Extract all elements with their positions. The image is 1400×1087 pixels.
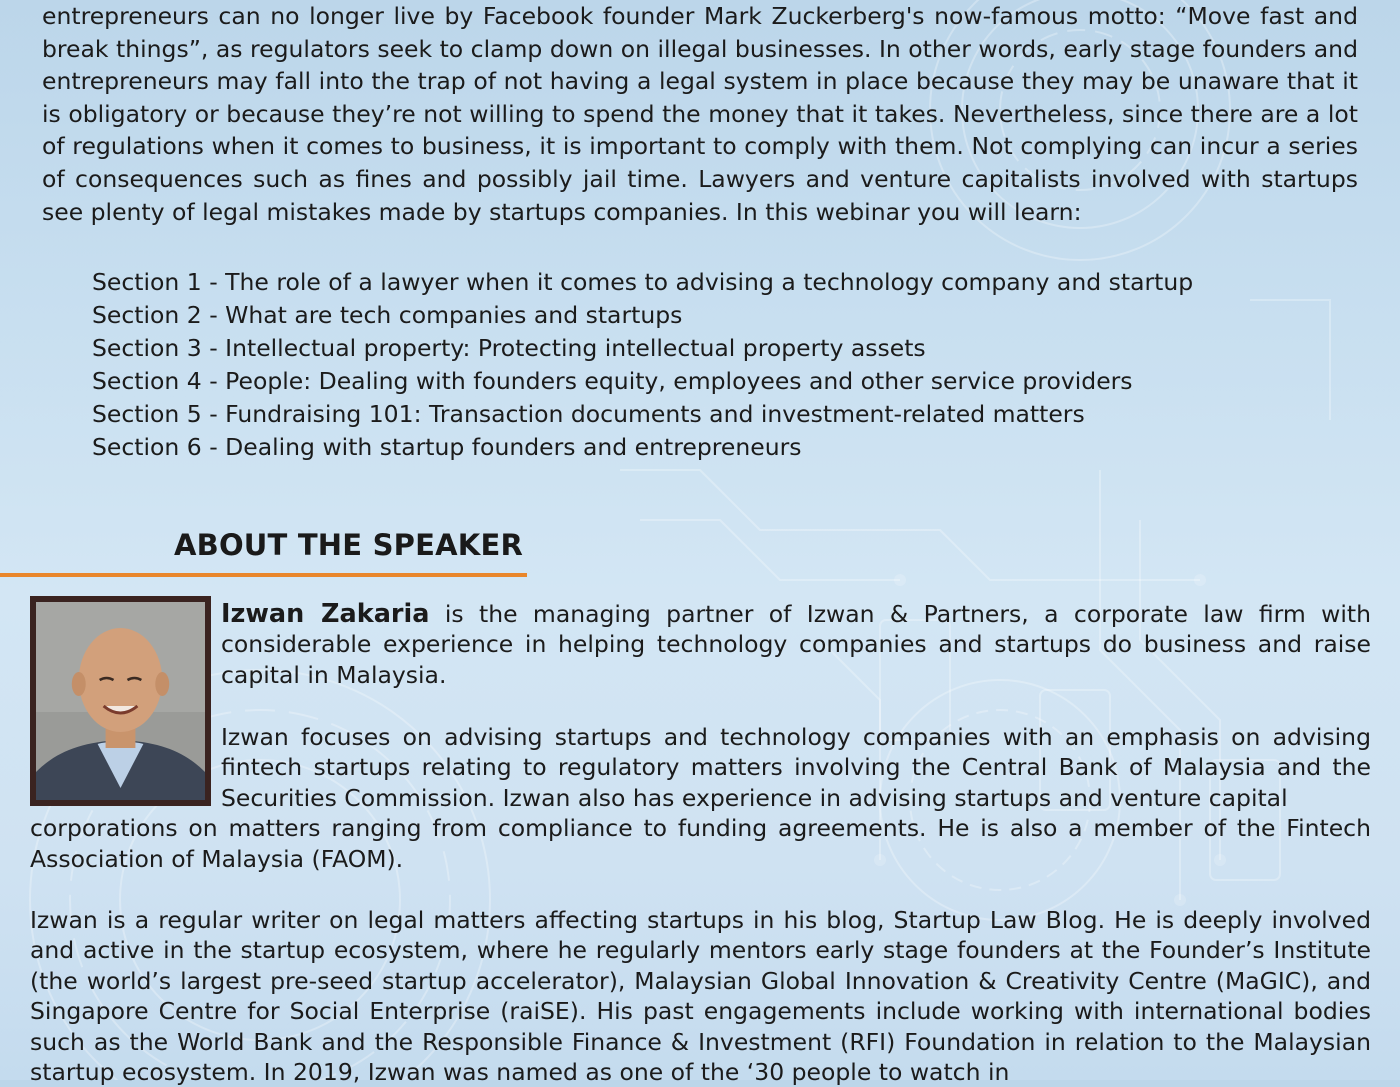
about-speaker-heading: ABOUT THE SPEAKER: [174, 528, 523, 562]
speaker-bio-focus-lead: Izwan focuses on advising startups and technology companies with an emphasis on advising fintech startups relating to regulatory matters involving the Central Bank of Malaysia and the Securities Commission. Izwan also has experience in advising startups and venture capital: [221, 723, 1371, 812]
speaker-bio-intro: [221, 599, 1371, 690]
speaker-bio-focus-rest: corporations on matters ranging from compliance to funding agreements. He is also a member of the Fintech Association of Malaysia (FAOM).: [30, 814, 1371, 873]
speaker-name: Izwan Zakaria: [221, 599, 430, 629]
speaker-bio-focus: [30, 722, 1371, 874]
section-item: Section 2 - What are tech companies and startups: [92, 301, 683, 329]
section-item: Section 3 - Intellectual property: Protecting intellectual property assets: [92, 334, 926, 362]
speaker-bio-writer: Izwan is a regular writer on legal matters affecting startups in his blog, Startup Law Blog. He is deeply involved and active in the startup ecosystem, where he regularly mentors early stage founders at the Founder’s Institute (the world’s largest pre-seed startup accelerator), Malaysian Global Innovation & Creativity Centre (MaGIC), and Singapore Centre for Social Enterprise (raiSE). His past engagements include working with international bodies such as the World Bank and the Responsible Finance & Investment (RFI) Foundation in relation to the Malaysian startup ecosystem. In 2019, Izwan was named as one of the ‘30 people to watch in: [30, 906, 1371, 1087]
speaker-bio-intro-text: is the managing partner of Izwan & Partners, a corporate law firm with considerable experience in helping technology companies and startups do business and raise capital in Malaysia.: [221, 600, 1372, 689]
heading-underline: [0, 573, 527, 577]
section-item: Section 4 - People: Dealing with founders equity, employees and other service providers: [92, 367, 1133, 395]
section-item: Section 1 - The role of a lawyer when it comes to advising a technology company and startup: [92, 268, 1194, 296]
section-item: Section 5 - Fundraising 101: Transaction documents and investment-related matters: [92, 400, 1085, 428]
section-item: Section 6 - Dealing with startup founders and entrepreneurs: [92, 433, 802, 461]
webinar-sections-list: [92, 266, 1193, 464]
intro-paragraph: entrepreneurs can no longer live by Facebook founder Mark Zuckerberg's now-famous motto: “Move fast and break things”, as regulators seek to clamp down on illegal businesses. In other words, early stage founders and entrepreneurs may fall into the trap of not having a legal system in place because they may be unaware that it is obligatory or because they’re not willing to spend the money that it takes. Nevertheless, since there are a lot of regulations when it comes to business, it is important to comply with them. Not complying can incur a series of consequences such as fines and possibly jail time. Lawyers and venture capitalists involved with startups see plenty of legal mistakes made by startups companies. In this webinar you will learn:: [42, 2, 1358, 226]
